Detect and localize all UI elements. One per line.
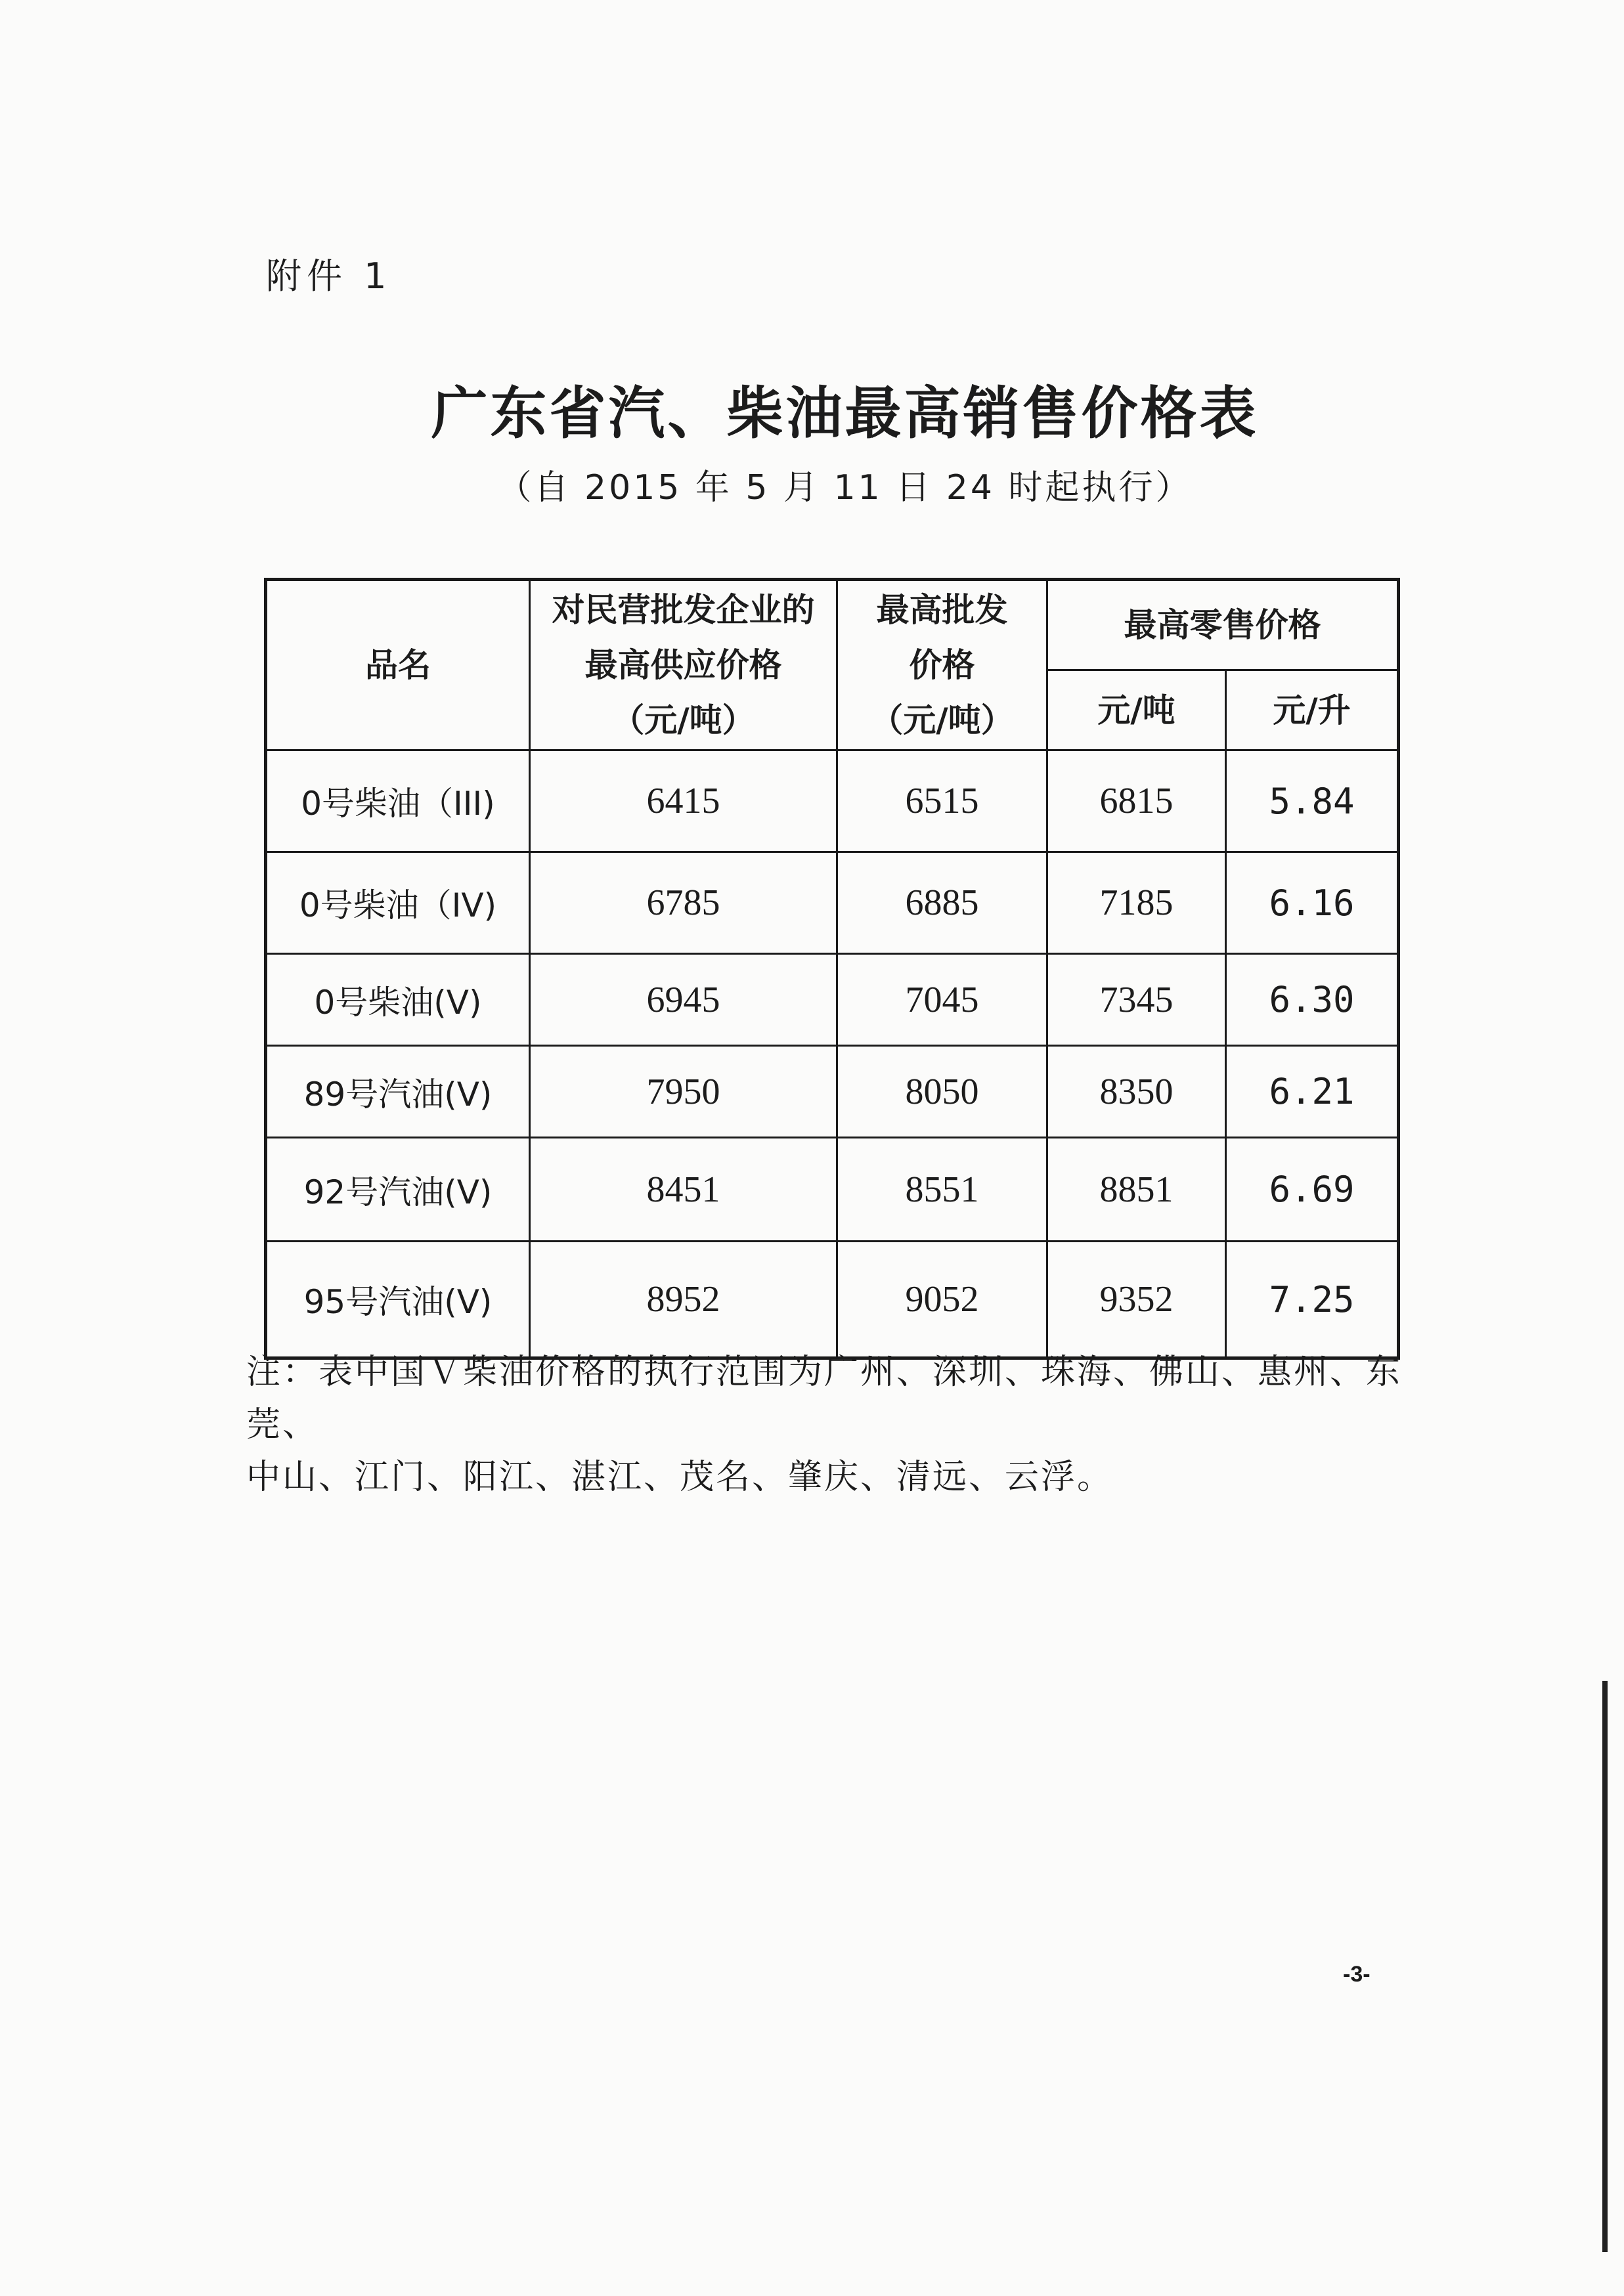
header-wholesale-line2: 价格 <box>909 646 975 684</box>
retail-price-liter: 6.69 <box>1226 1138 1399 1242</box>
retail-price-liter: 7.25 <box>1226 1242 1399 1358</box>
page-title: 广东省汽、柴油最高销售价格表 <box>431 380 1259 446</box>
product-name: 95号汽油(V) <box>266 1242 530 1358</box>
retail-price-ton: 7345 <box>1047 954 1226 1046</box>
header-retail-price: 最高零售价格 <box>1047 580 1399 670</box>
retail-price-ton: 7185 <box>1047 852 1226 954</box>
wholesale-price: 6515 <box>837 750 1047 852</box>
table-note <box>246 1346 1409 1504</box>
product-name: 89号汽油(V) <box>266 1046 530 1138</box>
retail-price-liter: 6.16 <box>1226 852 1399 954</box>
product-name: 0号柴油(V) <box>266 954 530 1046</box>
wholesale-price: 9052 <box>837 1242 1047 1358</box>
supply-price: 7950 <box>530 1046 837 1138</box>
attachment-label: 附件 1 <box>266 255 392 297</box>
header-wholesale-line1: 最高批发 <box>876 591 1008 629</box>
header-wholesale-line3: （元/吨） <box>870 701 1014 739</box>
table-row <box>266 1138 1399 1242</box>
effective-date-subtitle: （自 2015 年 5 月 11 日 24 时起执行） <box>497 468 1193 508</box>
header-retail-per-ton: 元/吨 <box>1047 670 1226 750</box>
product-name: 0号柴油（III) <box>266 750 530 852</box>
supply-price: 6415 <box>530 750 837 852</box>
retail-price-ton: 9352 <box>1047 1242 1226 1358</box>
header-supply-line1: 对民营批发企业的 <box>552 591 815 629</box>
supply-price: 6785 <box>530 852 837 954</box>
retail-price-ton: 8350 <box>1047 1046 1226 1138</box>
header-supply-price <box>530 580 837 750</box>
wholesale-price: 6885 <box>837 852 1047 954</box>
page-number: -3- <box>1343 1962 1371 1987</box>
note-line-1: 注：表中国Ｖ柴油价格的执行范围为广州、深圳、珠海、佛山、惠州、东莞、 <box>246 1353 1403 1444</box>
retail-price-liter: 5.84 <box>1226 750 1399 852</box>
supply-price: 8451 <box>530 1138 837 1242</box>
retail-price-ton: 6815 <box>1047 750 1226 852</box>
wholesale-price: 8050 <box>837 1046 1047 1138</box>
product-name: 0号柴油（IV) <box>266 852 530 954</box>
wholesale-price: 8551 <box>837 1138 1047 1242</box>
scan-edge-mark <box>1602 1681 1608 2252</box>
header-retail-per-liter: 元/升 <box>1226 670 1399 750</box>
price-table <box>264 578 1400 1360</box>
header-supply-line2: 最高供应价格 <box>584 646 782 684</box>
table-row <box>266 750 1399 852</box>
note-line-2: 中山、江门、阳江、湛江、茂名、肇庆、清远、云浮。 <box>246 1458 1114 1497</box>
retail-price-ton: 8851 <box>1047 1138 1226 1242</box>
table-row <box>266 1046 1399 1138</box>
table-header-row <box>266 580 1399 670</box>
header-supply-line3: （元/吨） <box>611 701 755 739</box>
table-row <box>266 1242 1399 1358</box>
supply-price: 8952 <box>530 1242 837 1358</box>
supply-price: 6945 <box>530 954 837 1046</box>
wholesale-price: 7045 <box>837 954 1047 1046</box>
retail-price-liter: 6.30 <box>1226 954 1399 1046</box>
table-row <box>266 852 1399 954</box>
header-wholesale-price <box>837 580 1047 750</box>
table-row <box>266 954 1399 1046</box>
retail-price-liter: 6.21 <box>1226 1046 1399 1138</box>
header-product-name: 品名 <box>266 580 530 750</box>
product-name: 92号汽油(V) <box>266 1138 530 1242</box>
